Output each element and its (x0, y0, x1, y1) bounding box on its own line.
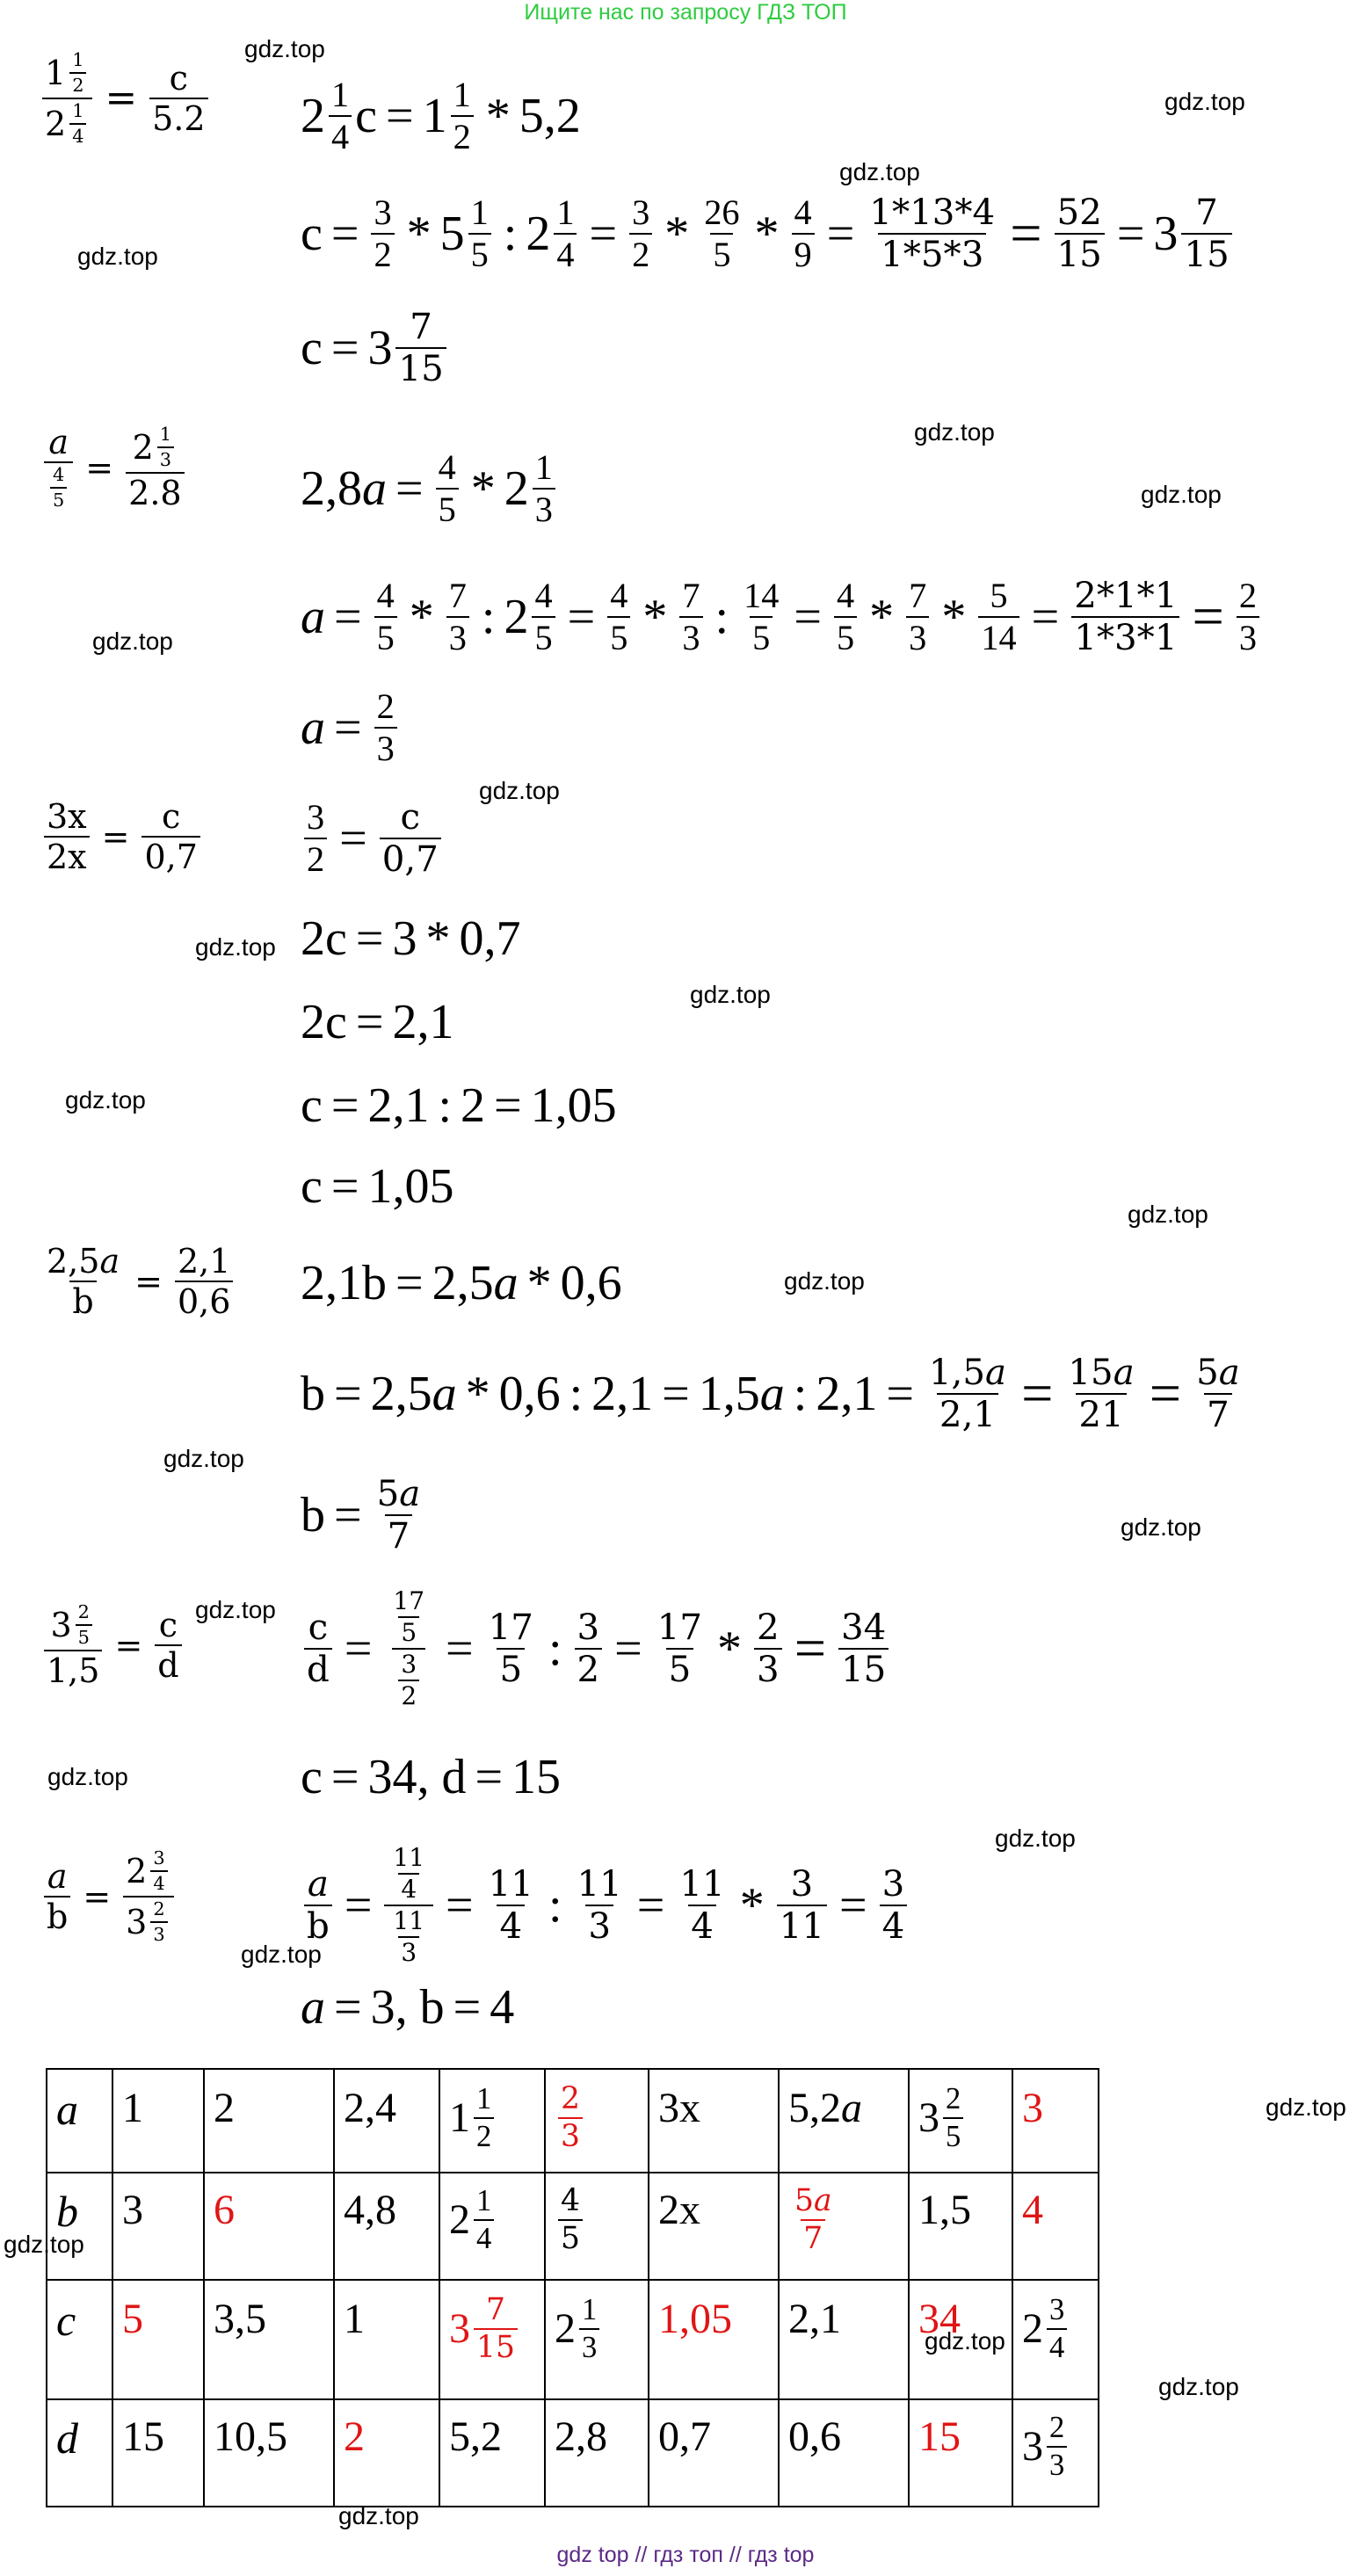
equation-s5-line1: $\frac{c}{d}$ = $\frac{\frac{17}{5}}{\frac{3}{2}}$ = $\frac{17}{5}$ : $\frac{3}{2}$ = $\frac{17}{5}$ * $\frac{2}{3}$ = $\frac{34}{15}$ (301, 1589, 892, 1709)
table-cell: 10,5 (204, 2399, 334, 2507)
equation-s4-line1: 2,1b = 2,5 a * 0,6 (301, 1256, 622, 1310)
watermark: gdz.top (195, 933, 276, 961)
equation-s4-line2: b = 2,5 a * 0,6 : 2,1 = 1,5 a : 2,1 = $\frac{1,5a}{2,1}$ = $\frac{15a}{21}$ = $\frac{5a}{7}$ (301, 1352, 1240, 1436)
table-cell: 2 3 4 (1012, 2280, 1099, 2399)
watermark: gdz.top (338, 2502, 419, 2529)
watermark: gdz.top (163, 1445, 244, 1472)
watermark: gdz.top (92, 628, 173, 655)
watermark: gdz.top (244, 35, 325, 62)
table-cell: $\frac{4}{5}$ (545, 2173, 649, 2280)
table-cell-computed: 15 (909, 2399, 1012, 2507)
watermark: gdz.top (1141, 481, 1222, 508)
table-cell-computed: $\frac{5a}{7}$ (779, 2173, 909, 2280)
watermark: gdz.top (1164, 88, 1245, 115)
watermark: gdz.top (195, 1596, 276, 1623)
equation-s4-given: $\frac{2,5a}{b}$ = $\frac{2,1}{0,6}$ (40, 1244, 236, 1318)
watermark: gdz.top (1266, 2093, 1346, 2121)
equation-s1-result: c = 3 7 15 (301, 309, 450, 388)
table-cell-computed: 34 (909, 2280, 1012, 2399)
watermark: gdz.top (1128, 1201, 1208, 1228)
equation-s6-given: $\frac{a}{b}$ = 2 3 4 3 2 3 (40, 1849, 178, 1944)
table-row-d (47, 2399, 1099, 2507)
table-cell: 2,1 (779, 2280, 909, 2399)
table-cell-computed: 2 (334, 2399, 439, 2507)
table-cell: 0,6 (779, 2399, 909, 2507)
table-cell: 3,5 (204, 2280, 334, 2399)
search-banner: Ищите нас по запросу ГДЗ ТОП (524, 0, 847, 25)
table-cell: 3 2 5 (909, 2069, 1012, 2173)
watermark: gdz.top (1121, 1513, 1201, 1541)
table-row-b (47, 2173, 1099, 2280)
table-cell-computed: $\frac{2}{3}$ (545, 2069, 649, 2173)
equation-s2-line2: a = $\frac{4}{5}$ * 7 3 : 2 4 5 = $\frac{4}{5}$ * 7 3 : $\frac{14}{5}$ = $\frac{4}{5}$ * 7 3 * $\frac{5}{14}$ = $\frac{2*1*1}{1*3*1}$ = $\frac{2}{3}$ (301, 578, 1263, 657)
table-cell: 4,8 (334, 2173, 439, 2280)
equation-s3-line3: 2c = 2,1 (301, 995, 454, 1049)
equation-s3-result: c = 1,05 (301, 1159, 454, 1214)
row-header: a (47, 2069, 112, 2173)
footer-links: gdz top // гдз топ // гдз top (556, 2543, 815, 2567)
row-header: c (47, 2280, 112, 2399)
equation-s1-given: 1 1 2 2 1 4 = $\frac{c}{5.2}$ (39, 51, 212, 146)
table-cell-computed: 3 7 15 (439, 2280, 545, 2399)
equation-s3-given: $\frac{3x}{2x}$ = $\frac{c}{0,7}$ (40, 800, 204, 874)
table-cell-computed: 1,05 (649, 2280, 779, 2399)
equation-s3-line2: 2c = 3 * 0,7 (301, 911, 521, 966)
given-rhs: $\frac{c}{5.2}$ (149, 62, 207, 135)
equation-s1-line2: c = $\frac{3}{2}$ * 5 1 5 : 2 1 4 = $\frac{3}{2}$ * 26 5 * $\frac{4}{9}$ = $\frac{1*13*4}{1*5*3}$ = $\frac{52}{15}$ = 3 7 15 (301, 195, 1236, 273)
watermark: gdz.top (1158, 2373, 1239, 2400)
watermark: gdz.top (241, 1941, 322, 1968)
equation-s1-line1: 2 1 4 c = 1 1 2 * 5,2 (301, 75, 581, 157)
table-cell-computed: 5 (112, 2280, 204, 2399)
equation-s3-line1: $\frac{3}{2}$ = $\frac{c}{0,7}$ (301, 800, 445, 878)
table-cell: 2 1 4 (439, 2173, 545, 2280)
equation-s2-result: a = $\frac{2}{3}$ (301, 689, 401, 767)
table-cell: 15 (112, 2399, 204, 2507)
table-cell: 1 (112, 2069, 204, 2173)
equation-s3-line4: c = 2,1 : 2 = 1,05 (301, 1078, 617, 1133)
table-cell: 2 (204, 2069, 334, 2173)
equation-s2-given: $\frac{a}{\frac{4}{5}}$ = 2 1 3 2.8 (40, 425, 188, 510)
table-cell: 3 2 3 (1012, 2399, 1099, 2507)
table-cell: 2x (649, 2173, 779, 2280)
watermark: gdz.top (77, 243, 158, 270)
equation-s5-given: 3 2 5 1,5 = $\frac{c}{d}$ (40, 1603, 185, 1687)
table-cell-computed: 4 (1012, 2173, 1099, 2280)
equation-s4-result: b = $\frac{5a}{7}$ (301, 1473, 421, 1557)
table-cell: 2 1 3 (545, 2280, 649, 2399)
equation-s6-result: a = 3, b = 4 (301, 1980, 515, 2035)
table-cell: 5,2 (439, 2399, 545, 2507)
table-cell: 1 (334, 2280, 439, 2399)
watermark: gdz.top (47, 1763, 128, 1790)
watermark: gdz.top (995, 1825, 1076, 1852)
equation-s6-line1: $\frac{a}{b}$ = $\frac{\frac{11}{4}}{\frac{11}{3}}$ = $\frac{11}{4}$ : $\frac{11}{3}$ = $\frac{11}{4}$ * $\frac{3}{11}$ = $\frac{3}{4}$ (301, 1846, 910, 1965)
table-cell: 1 1 2 (439, 2069, 545, 2173)
table-cell: 2,8 (545, 2399, 649, 2507)
table-cell: 3 (112, 2173, 204, 2280)
equation-s2-line1: 2,8 a = $\frac{4}{5}$ * 2 1 3 (301, 450, 559, 528)
table-cell: 2,4 (334, 2069, 439, 2173)
proportion-table (46, 2068, 1099, 2507)
watermark: gdz.top (65, 1086, 146, 1114)
table-cell: 5,2a (779, 2069, 909, 2173)
row-header: b (47, 2173, 112, 2280)
table-cell: 1,5 (909, 2173, 1012, 2280)
watermark: gdz.top (479, 777, 560, 804)
equation-s5-result: c = 34, d = 15 (301, 1750, 562, 1804)
watermark: gdz.top (784, 1267, 865, 1295)
watermark: gdz.top (690, 981, 771, 1008)
watermark: gdz.top (925, 2327, 1005, 2355)
row-header: d (47, 2399, 112, 2507)
watermark: gdz.top (4, 2231, 84, 2258)
watermark: gdz.top (839, 158, 920, 185)
table-cell-computed: 3 (1012, 2069, 1099, 2173)
table-cell: 0,7 (649, 2399, 779, 2507)
table-cell: 3x (649, 2069, 779, 2173)
table-row-a (47, 2069, 1099, 2173)
watermark: gdz.top (914, 418, 995, 446)
table-cell-computed: 6 (204, 2173, 334, 2280)
